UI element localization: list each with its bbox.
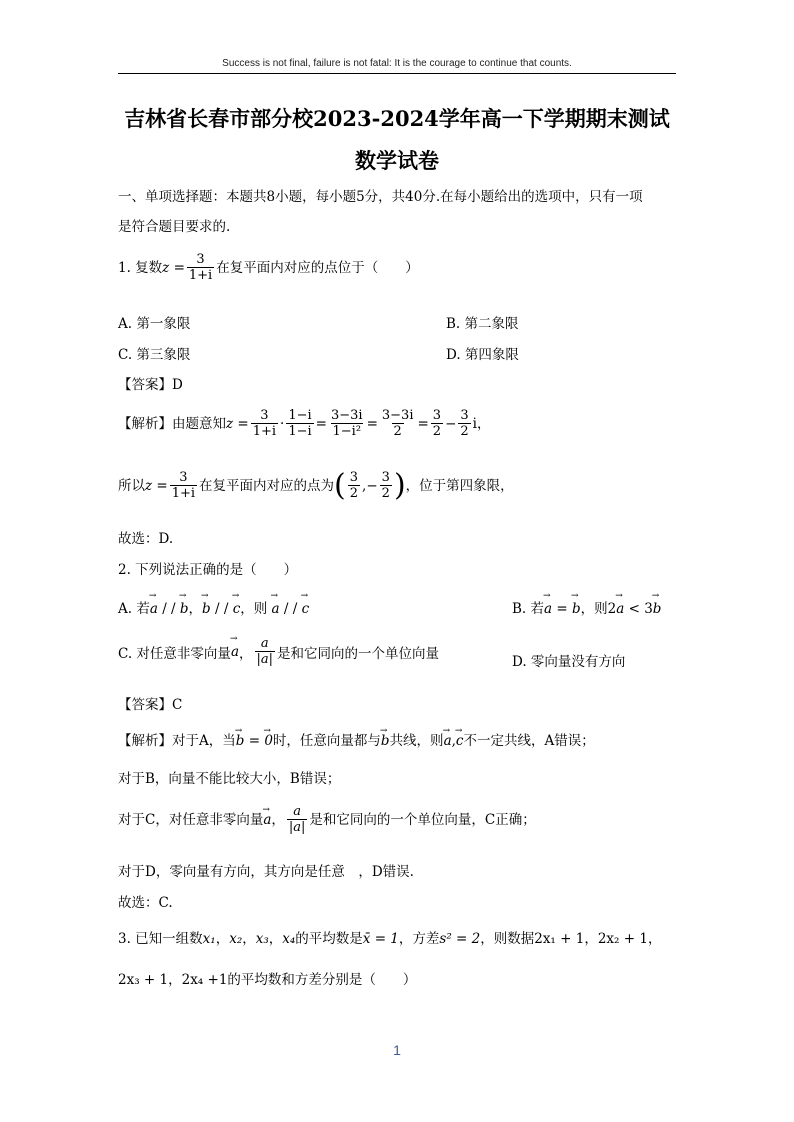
q1-option-d: D. 第四象限 [446, 347, 519, 363]
q1-line2-mid: 在复平面内对应的点为 [199, 477, 335, 494]
question-1-stem [118, 252, 419, 283]
q1-sol-eq2: = [366, 415, 378, 432]
q1-option-a: A. 第一象限 [118, 316, 191, 332]
q2-option-a: A. 若→ a / / → b，→ b / / → c，则 → a / / → c [118, 597, 309, 617]
q1-option-c: C. 第三象限 [118, 347, 191, 363]
q2-answer: 【答案】C [118, 697, 183, 713]
q1-number: 1. 复数 [118, 259, 163, 276]
q2-s3-unit-fraction: $\frac{a}{|a|}$ [288, 804, 306, 835]
q1-sol-minus: − [445, 415, 457, 432]
q1-solution-line1 [118, 408, 491, 439]
question-2-stem: 2. 下列说法正确的是（ ） [118, 562, 298, 578]
q2-c-unit-fraction: $\frac{a}{|a|}$ [256, 636, 274, 667]
q2-solution-line3: 对于C，对任意非零向量 → a ， $\frac{a}{|a|}$ 是和它同向的一个单位向量，C正确； [118, 804, 536, 835]
q2-option-b: B. 若→ a = → b，则2→ a < 3→ b [512, 597, 661, 617]
question-3-stem-line2: 2x₃ + 1，2x₄ +1的平均数和方差分别是（ ） [118, 972, 417, 988]
q1-solution-label: 【解析】由题意知 [118, 415, 226, 432]
q1-tail: 在复平面内对应的点位于（ ） [216, 259, 419, 276]
q1-point-comma: ,− [362, 477, 378, 494]
q1-line2-tail: ，位于第四象限， [405, 477, 514, 494]
q1-sol-frac1: $\frac{3}{1+i}$ [252, 408, 277, 439]
q1-line2-z: z = [145, 477, 168, 494]
q2-option-c: C. 对任意非零向量 → a ， $\frac{a}{|a|}$ 是和它同向的一个单位向量 [118, 636, 439, 667]
q2-solution-line2: 对于B，向量不能比较大小，B错误； [118, 771, 341, 787]
q1-option-b: B. 第二象限 [446, 316, 519, 332]
q1-sol-frac3: $\frac{3-3i}{\text{1−i²}}$ [330, 408, 363, 439]
q1-line2-frac: $\frac{3}{1+i}$ [171, 470, 196, 501]
q1-z: z = [162, 259, 185, 276]
q1-solution-z: z = [226, 415, 249, 432]
q2-solution-line4: 对于D，零向量有方向，其方向是任意 ，D错误. [118, 864, 414, 880]
right-paren-icon: ) [393, 467, 406, 503]
q1-sol-eq3: = [417, 415, 429, 432]
q1-point-y: $\frac{3}{2}$ [381, 470, 390, 501]
question-3-stem-line1: 3. 已知一组数x₁，x₂，x₃，x₄的平均数是x̄ = 1，方差s² = 2，则数据2x₁ + 1，2x₂ + 1， [118, 931, 662, 947]
document-title: 吉林省长春市部分校2023-2024学年高一下学期期末测试 [124, 106, 670, 131]
q1-sol-frac2: $\frac{1-i}{1-i}$ [288, 408, 312, 439]
header-rule [118, 73, 676, 74]
document-subtitle: 数学试卷 [355, 148, 439, 173]
q1-sol-frac5: $\frac{3}{2}$ [432, 408, 442, 439]
q2-choose: 故选：C. [118, 895, 173, 911]
q1-fraction: $\frac{3}{1+i}$ [188, 252, 213, 283]
q1-line2-prefix: 所以 [118, 477, 145, 494]
left-paren-icon: ( [334, 467, 346, 503]
q1-answer: 【答案】D [118, 377, 183, 393]
q2-solution-line1: 【解析】对于A，当→ b = → 0时，任意向量都与→ b共线，则→ a,→ c不一定共线，A错误； [118, 732, 595, 750]
q1-solution-line2 [118, 467, 514, 503]
page-header-motto: Success is not final, failure is not fatal: It is the courage to continue that counts. [222, 58, 572, 69]
page-number: 1 [393, 1042, 401, 1058]
q1-sol-frac6: $\frac{3}{2}$ [460, 408, 469, 439]
q1-choose: 故选：D. [118, 531, 174, 547]
q1-sol-eq1: = [315, 415, 327, 432]
q1-point-x: $\frac{3}{2}$ [349, 470, 359, 501]
q1-sol-dot: · [280, 415, 285, 432]
section-instructions-line2: 是符合题目要求的. [118, 219, 231, 235]
q1-sol-i: i， [472, 415, 491, 432]
section-instructions-line1: 一、单项选择题：本题共8小题，每小题5分，共40分.在每小题给出的选项中，只有一项 [118, 189, 643, 205]
q1-sol-frac4: $\frac{3-3i}{2}$ [381, 408, 414, 439]
q2-option-d: D. 零向量没有方向 [512, 654, 626, 670]
